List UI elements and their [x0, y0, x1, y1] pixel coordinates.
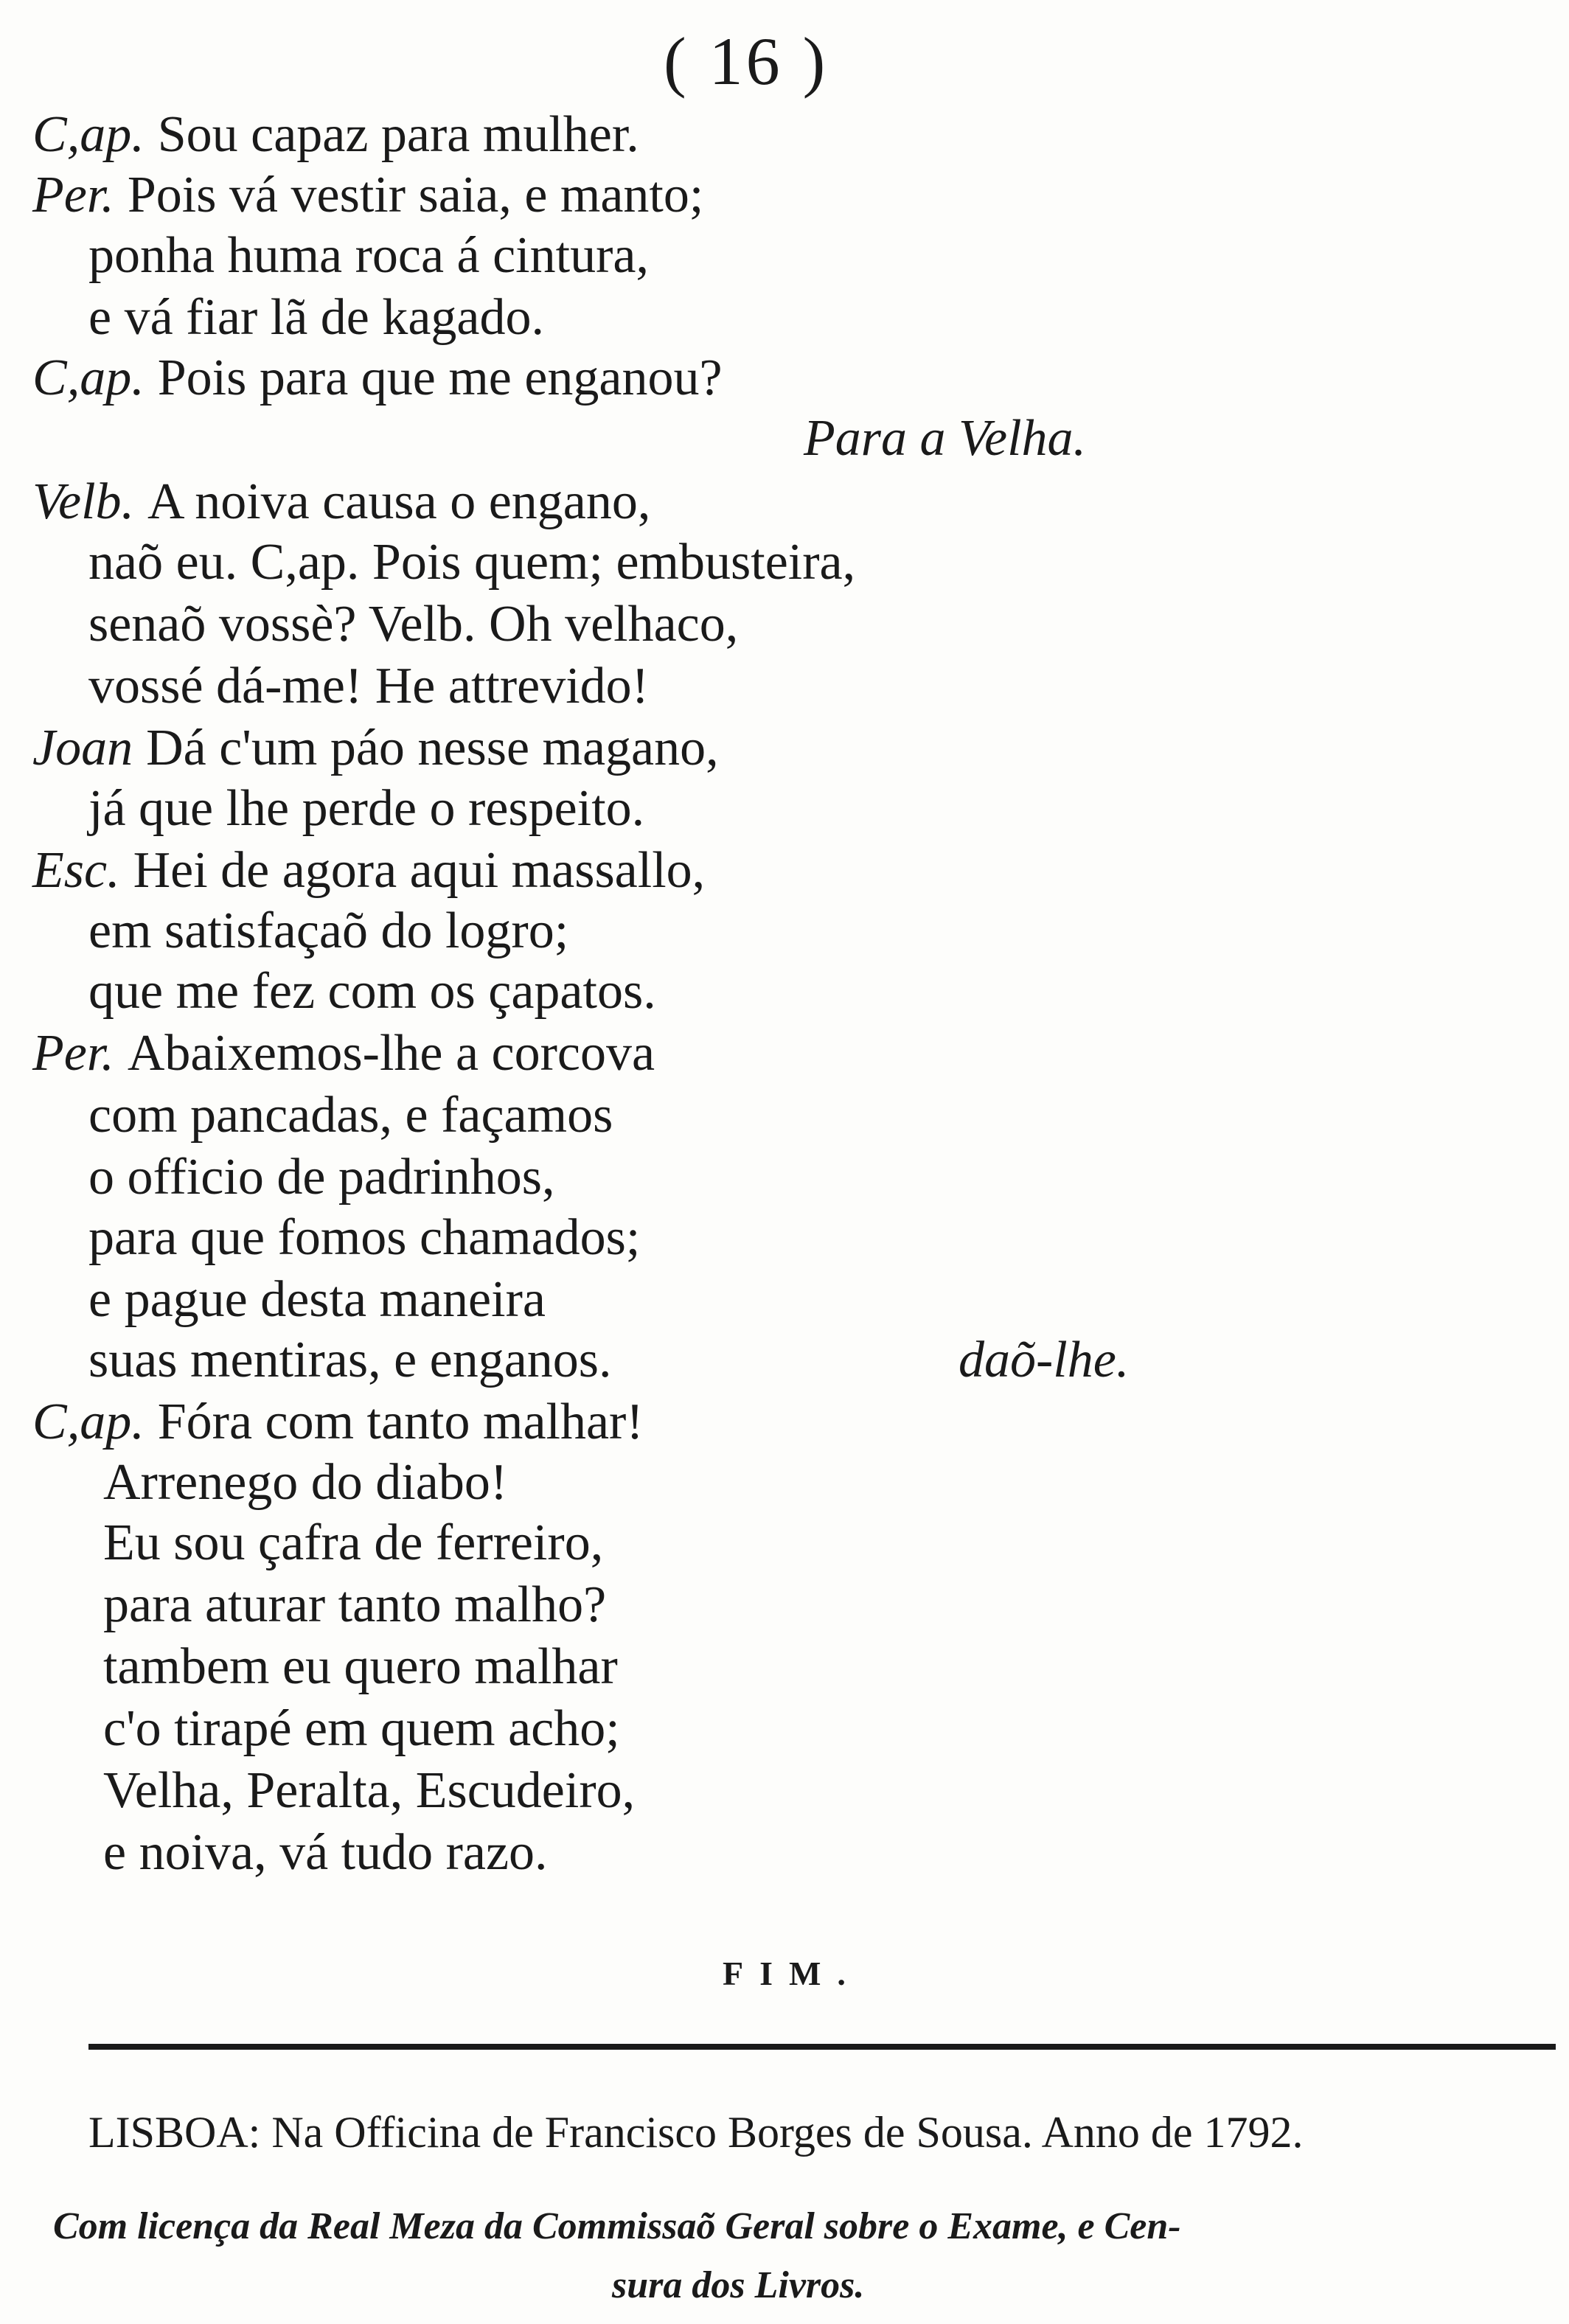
verse-line — [32, 167, 704, 223]
verse-line — [88, 1087, 613, 1144]
verse-text: Velha, Peralta, Escudeiro, — [103, 1762, 636, 1819]
end-marker: FIM. — [723, 1955, 862, 1992]
verse-text: em satisfaçaõ do logro; — [88, 902, 569, 959]
verse-text: e pague desta maneira — [88, 1271, 546, 1328]
verse-line — [103, 1514, 604, 1571]
license-line-1: Com licença da Real Meza da Commissaõ Geral sobre o Exame, e Cen- — [53, 2205, 1181, 2247]
verse-text: Sou capaz para mulher. — [157, 106, 639, 163]
speaker-label: C,ap. — [32, 349, 145, 406]
page-number: ( 16 ) — [664, 24, 829, 99]
verse-line — [88, 902, 569, 959]
verse-line — [32, 349, 723, 406]
verse-line — [32, 473, 651, 530]
verse-text: ponha huma roca á cintura, — [88, 227, 649, 284]
verse-line — [804, 410, 1087, 467]
verse-text: Abaixemos-lhe a corcova — [127, 1025, 655, 1082]
verse-text: para que fomos chamados; — [88, 1209, 641, 1266]
verse-text: já que lhe perde o respeito. — [88, 780, 645, 837]
verse-line — [32, 1025, 655, 1082]
verse-text: senaõ vossè? Velb. Oh velhaco, — [88, 596, 739, 653]
verse-line — [103, 1576, 607, 1633]
speaker-label: Velb. — [32, 473, 135, 530]
verse-text: Pois vá vestir saia, e manto; — [127, 167, 704, 223]
verse-line — [32, 842, 706, 899]
verse-text: Arrenego do diabo! — [103, 1454, 508, 1511]
verse-text: vossé dá-me! He attrevido! — [88, 658, 649, 714]
verse-line — [103, 1700, 620, 1757]
verse-line — [88, 1209, 641, 1266]
stage-direction: Para a Velha. — [804, 410, 1087, 467]
verse-text: Hei de agora aqui massallo, — [133, 842, 706, 899]
verse-text: com pancadas, e façamos — [88, 1087, 613, 1144]
verse-line — [88, 1149, 555, 1206]
speaker-label: Per. — [32, 167, 114, 223]
verse-line — [103, 1762, 636, 1819]
verse-text: para aturar tanto malho? — [103, 1576, 607, 1633]
speaker-label: Per. — [32, 1025, 114, 1082]
verse-line — [88, 596, 739, 653]
verse-text: tambem eu quero malhar — [103, 1638, 618, 1695]
verse-line — [88, 1332, 612, 1388]
verse-line — [88, 534, 856, 591]
imprint-line: LISBOA: Na Officina de Francisco Borges de Sousa. Anno de 1792. — [88, 2108, 1304, 2157]
verse-line — [88, 289, 545, 346]
verse-line — [32, 1396, 644, 1448]
verse-text: Dá c'um páo nesse magano, — [146, 720, 719, 776]
verse-line — [88, 227, 649, 284]
verse-line — [88, 963, 656, 1020]
verse-text: suas mentiras, e enganos. — [88, 1332, 612, 1388]
verse-line — [88, 658, 649, 714]
verse-text: c'o tirapé em quem acho; — [103, 1700, 620, 1757]
verse-line — [959, 1332, 1130, 1388]
verse-text: A noiva causa o engano, — [147, 473, 651, 530]
license-line-2: sura dos Livros. — [612, 2264, 865, 2306]
verse-text: e noiva, vá tudo razo. — [103, 1824, 548, 1881]
speaker-label: C,ap. — [32, 1394, 145, 1450]
verse-line — [88, 1271, 546, 1328]
verse-line — [103, 1824, 548, 1881]
verse-line — [103, 1638, 618, 1695]
speaker-label: Joan — [32, 720, 133, 776]
verse-line — [103, 1454, 508, 1511]
verse-line — [32, 106, 639, 163]
verse-line — [32, 720, 719, 776]
verse-text: naõ eu. C,ap. Pois quem; embusteira, — [88, 534, 856, 591]
verse-text: o officio de padrinhos, — [88, 1149, 555, 1206]
speaker-label: Esc. — [32, 842, 120, 899]
stage-direction: daõ-lhe. — [959, 1332, 1130, 1388]
verse-text: e vá fiar lã de kagado. — [88, 289, 545, 346]
verse-text: Eu sou çafra de ferreiro, — [103, 1514, 604, 1571]
verse-line — [88, 780, 645, 837]
divider-rule — [88, 2044, 1556, 2050]
verse-text: Fóra com tanto malhar! — [157, 1394, 644, 1450]
speaker-label: C,ap. — [32, 106, 145, 163]
verse-text: Pois para que me enganou? — [157, 349, 723, 406]
verse-text: que me fez com os çapatos. — [88, 963, 656, 1020]
